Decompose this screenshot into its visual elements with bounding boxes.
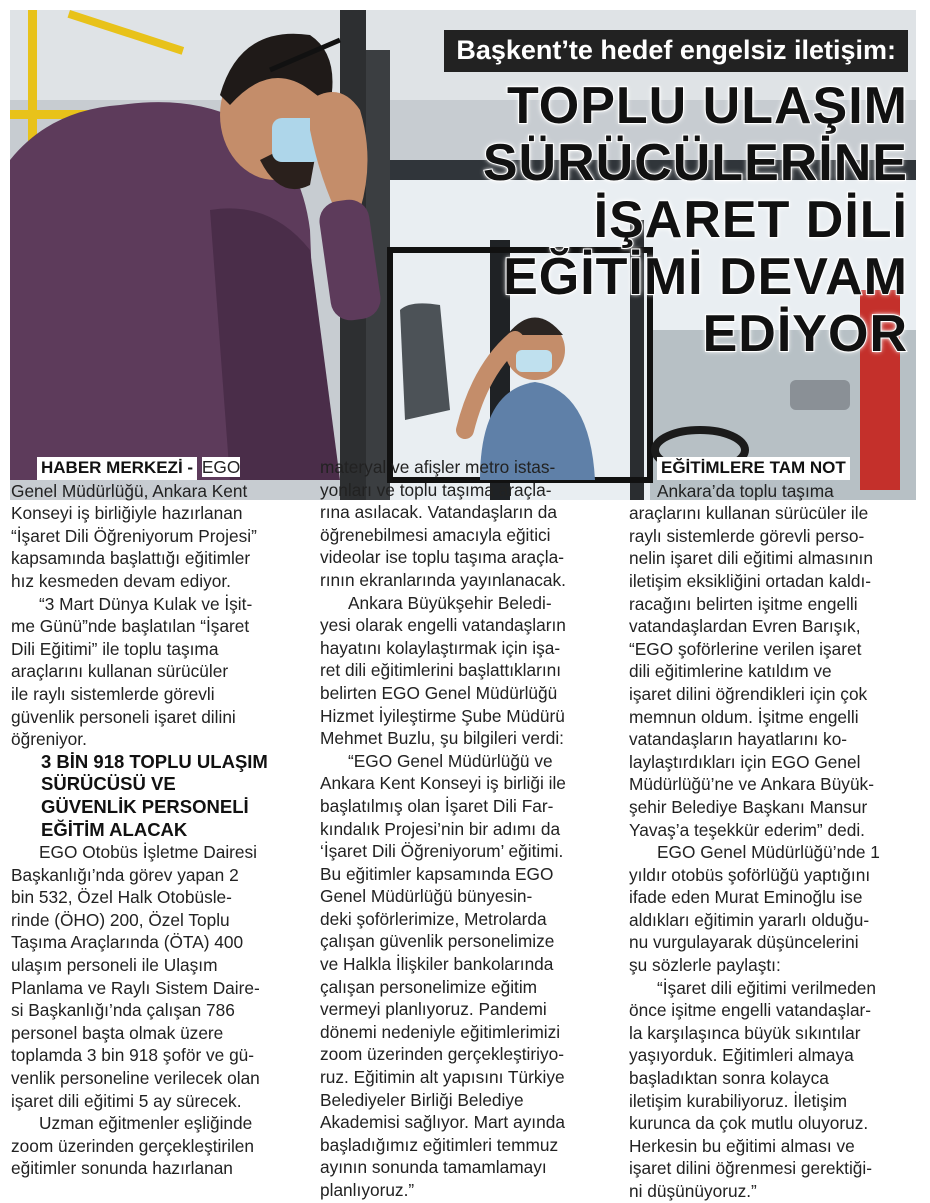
text-line: “EGO şoförlerine verilen işaret (629, 638, 862, 659)
text-line: iletişim kurabiliyoruz. İletişim (629, 1090, 847, 1111)
text-line: aldıkları eğitimin yararlı olduğu- (629, 909, 870, 930)
text-line: Hizmet İyileştirme Şube Müdürü (320, 705, 565, 726)
subhead-line: EĞİTİM ALACAK (41, 818, 188, 840)
text-line: racağını belirten işitme engelli (629, 593, 858, 614)
text-line: ulaşım personeli ile Ulaşım (11, 955, 218, 976)
column-3 (629, 456, 919, 1203)
text-line: hayatını kolaylaştırmak için işa- (320, 637, 561, 658)
text-line: ‘İşaret Dili Öğreniyorum’ eğitimi. (320, 841, 564, 862)
text-line: vatandaşlardan Evren Barışık, (629, 616, 861, 637)
text-line: Uzman eğitmenler eşliğinde (39, 1113, 253, 1134)
text-line: Genel Müdürlüğü bünyesin- (320, 886, 533, 907)
text-line: işaret dilini öğrendikleri için çok (629, 683, 868, 704)
section-subhead (11, 751, 301, 841)
text-line: Müdürlüğü’ne ve Ankara Büyük- (629, 774, 874, 795)
section-subhead: EĞİTİMLERE TAM NOT (657, 457, 850, 480)
text-line: Dili Eğitimi” ile toplu taşıma (11, 638, 219, 659)
text-line: yıldır otobüs şoförlüğü yaptığını (629, 864, 871, 885)
text-line: materyal ve afişler metro istas- (320, 457, 556, 477)
text-line: zoom üzerinden gerçekleştirilen (11, 1135, 255, 1156)
headline-line: TOPLU ULAŞIM (506, 77, 908, 135)
text-line: Ankara Büyükşehir Beledi- (348, 592, 552, 613)
text-line: la karşılaşınca büyük sıkıntılar (629, 1022, 861, 1043)
text-line: EGO Otobüs İşletme Dairesi (39, 842, 258, 863)
text-line: ret dili eğitimlerini başlattıklarını (320, 660, 562, 681)
subhead-line: SÜRÜCÜSÜ VE (41, 773, 176, 795)
text-line: nelin işaret dili eğitimi almasının (629, 548, 873, 569)
text-line: işaret dili eğitimi 5 ay sürecek. (11, 1090, 242, 1111)
text-line: ni düşünüyoruz.” (629, 1181, 757, 1201)
text-line: başladıktan sonra kolayca (629, 1068, 829, 1089)
text-line: çalışan personelimize eğitim (320, 976, 538, 997)
text-line: işaret dilini öğrenmesi gerektiği- (629, 1158, 873, 1179)
text-line: yesi olarak engelli vatandaşların (320, 615, 566, 636)
text-line: “İşaret dili eğitimi verilmeden (657, 977, 876, 998)
paragraph (629, 841, 919, 977)
text-line: Taşıma Araçlarında (ÖTA) 400 (11, 932, 244, 953)
paragraph (11, 1112, 301, 1180)
paragraph (629, 480, 919, 842)
text-line: rının ekranlarında yayınlanacak. (320, 569, 566, 590)
text-line: bin 532, Özel Halk Otobüsle- (11, 887, 232, 908)
text-line: deki şoförlerimize, Metrolarda (320, 908, 547, 929)
headline-line: İŞARET DİLİ (593, 191, 908, 249)
text-line: memnun oldum. İşitme engelli (629, 706, 859, 727)
column-2 (320, 456, 608, 1202)
text-line: Başkanlığı’nda görev yapan 2 (11, 864, 239, 885)
text-line: Bu eğitimler kapsamında EGO (320, 863, 554, 884)
text-line: ile raylı sistemlerde görevli (11, 683, 215, 704)
text-line: me Günü”nde başlatılan “İşaret (11, 616, 250, 637)
text-line: toplamda 3 bin 918 şoför ve gü- (11, 1045, 255, 1066)
kicker-line: Başkent’te hedef engelsiz iletişim: (444, 30, 908, 72)
text-line: nu vurgulayarak düşüncelerini (629, 932, 859, 953)
text-line: başlatılmış olan İşaret Dili Far- (320, 795, 554, 816)
subhead-line: 3 BİN 918 TOPLU ULAŞIM (41, 750, 268, 772)
paragraph (11, 593, 301, 751)
text-line: kurunca da çok mutlu oluyoruz. (629, 1113, 869, 1134)
text-line: dili eğitimlerine katıldım ve (629, 661, 832, 682)
text-line: dönemi nedeniyle eğitimlerimizi (320, 1021, 561, 1042)
text-line: “İşaret Dili Öğreniyorum Projesi” (11, 525, 257, 546)
text-line: Belediyeler Birliği Belediye (320, 1089, 524, 1110)
text-line: öğreniyor. (11, 729, 87, 750)
text-line: Ankara Kent Konseyi iş birliği ile (320, 773, 566, 794)
paragraph (320, 592, 608, 750)
text-line: kındalık Projesi’nin bir adımı da (320, 818, 561, 839)
text-line: rinde (ÖHO) 200, Özel Toplu (11, 909, 230, 930)
text-line: “EGO Genel Müdürlüğü ve (348, 750, 553, 771)
text-line: Mehmet Buzlu, şu bilgileri verdi: (320, 728, 564, 749)
text-line: önce işitme engelli vatandaşlar- (629, 1000, 872, 1021)
text-line: Planlama ve Raylı Sistem Daire- (11, 977, 260, 998)
text-line: ruz. Eğitimin alt yapısını Türkiye (320, 1067, 565, 1088)
text-line: yonları ve toplu taşıma araçla- (320, 479, 552, 500)
text-line: araçlarını kullanan sürücüler (11, 661, 229, 682)
text-line: güvenlik personeli işaret dilini (11, 706, 236, 727)
text-line: vermeyi planlıyoruz. Pandemi (320, 999, 547, 1020)
text-line: venlik personeline verilecek olan (11, 1068, 260, 1089)
headline-line: SÜRÜCÜLERİNE (482, 134, 908, 192)
text-line: personel başta olmak üzere (11, 1022, 224, 1043)
text-line: ifade eden Murat Eminoğlu ise (629, 887, 863, 908)
text-line: çalışan güvenlik personelimize (320, 931, 555, 952)
text-line: Yavaş’a teşekkür ederim” dedi. (629, 819, 865, 840)
text-line: EGO Genel Müdürlüğü’nde 1 (657, 842, 880, 863)
text-line: şehir Belediye Başkanı Mansur (629, 796, 868, 817)
text-line: ve Halkla İlişkiler bankolarında (320, 954, 554, 975)
headline (348, 78, 908, 363)
text-line: “3 Mart Dünya Kulak ve İşit- (39, 593, 253, 614)
subhead-line: GÜVENLİK PERSONELİ (41, 795, 249, 817)
text-line: laylaştırdıkları için EGO Genel (629, 751, 861, 772)
headline-line: EĞİTİMİ DEVAM (503, 248, 908, 306)
text-line: kapsamında başlattığı eğitimler (11, 548, 251, 569)
text-line: iletişim eksikliğini ortadan kaldı- (629, 570, 872, 591)
text-line: şu sözlerle paylaştı: (629, 955, 781, 976)
paragraph (629, 977, 919, 1203)
text-line: planlıyoruz.” (320, 1180, 415, 1200)
text-line: belirten EGO Genel Müdürlüğü (320, 682, 558, 703)
text-line: Akademisi sağlıyor. Mart ayında (320, 1112, 565, 1133)
source-label: HABER MERKEZİ - (37, 457, 197, 480)
text-line: vatandaşların hayatlarını ko- (629, 729, 848, 750)
paragraph (11, 841, 301, 1112)
text-line: raylı sistemlerde görevli perso- (629, 525, 865, 546)
text-line: eğitimler sonunda hazırlanan (11, 1158, 233, 1179)
text-line: Ankara’da toplu taşıma (657, 480, 834, 501)
text-line: rına asılacak. Vatandaşların da (320, 502, 557, 523)
text-line: başladığımız eğitimleri temmuz (320, 1134, 559, 1155)
paragraph (11, 456, 301, 593)
text-line: Konseyi iş birliğiyle hazırlanan (11, 503, 243, 524)
text-line: zoom üzerinden gerçekleştiriyo- (320, 1044, 564, 1065)
text-line: ayının sonunda tamamlamayı (320, 1157, 547, 1178)
text-line: EGO (201, 457, 241, 477)
text-line: si Başkanlığı’nda çalışan 786 (11, 1000, 235, 1021)
text-line: araçlarını kullanan sürücüler ile (629, 503, 869, 524)
text-line: öğrenebilmesi amacıyla eğitici (320, 524, 551, 545)
text-line: Genel Müdürlüğü, Ankara Kent (11, 480, 248, 501)
paragraph (320, 750, 608, 1202)
headline-line: EDİYOR (702, 305, 908, 363)
text-line: Herkesin bu eğitimi alması ve (629, 1135, 855, 1156)
text-line: hız kesmeden devam ediyor. (11, 570, 231, 591)
column-1 (11, 456, 301, 1180)
paragraph (320, 456, 608, 592)
text-line: yaşıyorduk. Eğitimleri almaya (629, 1045, 854, 1066)
text-line: videolar ise toplu taşıma araçla- (320, 547, 564, 568)
